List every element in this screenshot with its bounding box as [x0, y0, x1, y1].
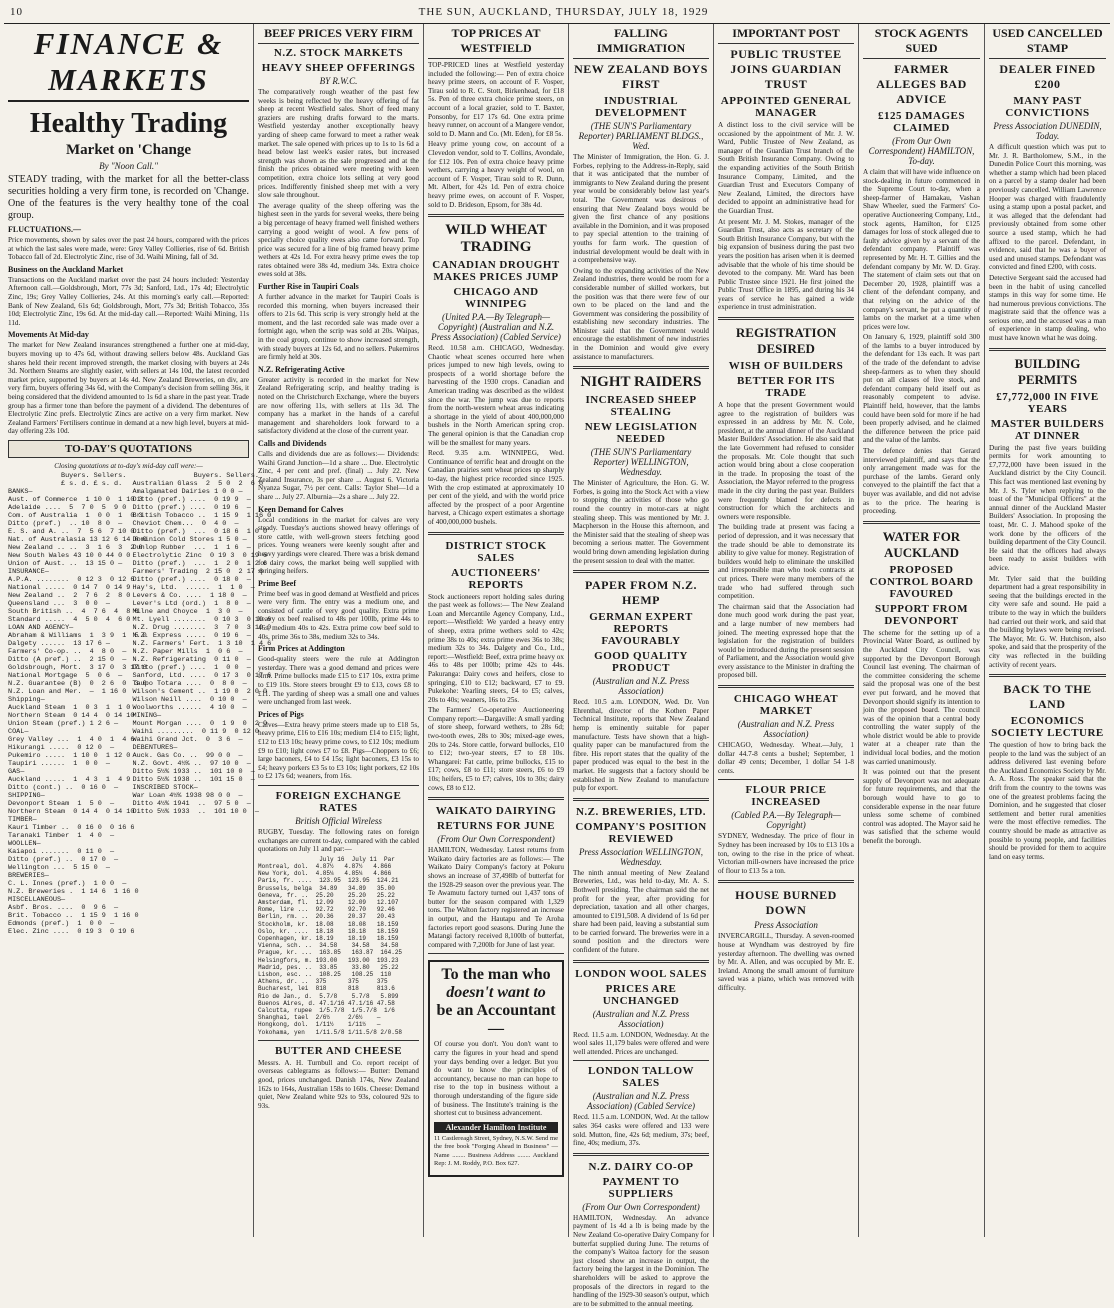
beef-prices-headline: BEEF PRICES VERY FIRM [258, 24, 419, 44]
stock-agents-text: A claim that will have wide influence on stock-dealing in future commenced in the Supreme Court to-day, when a sheep-farmer of Hamakau, Vashan Shaw Wheeler, sued the Farmers' Co-operative Auctioneering Company, Ltd., stock agents, Hamilton, for £125 damages for loss of stock alleged due to faulty advice given by a servant of the defendant company. Plaintiff was represented by Mr. H. T. Gillies and the defendant company by Mr. W. D. Gray. The statement of claim sets out that on December 20, 1928, plaintiff was a client of the defendant company, and that relying on the advice of the company's servant, he put a quantity of lambs on the market at a time when prices were low. [863, 168, 980, 331]
masthead [4, 4, 1110, 24]
calves-subhead: Keen Demand for Calves [258, 504, 344, 514]
public-trustee-subhead: PUBLIC TRUSTEE JOINS GUARDIAN TRUST [730, 47, 842, 91]
page-number: 10 [10, 6, 23, 18]
westfield-column [424, 24, 569, 1237]
hemp-byline: (Australian and N.Z. Press Association) [592, 676, 690, 697]
heavy-sheep-subhead: HEAVY SHEEP OFFERINGS [261, 62, 416, 74]
waikato-text: HAMILTON, Wednesday. Latest returns from Waikato dairy factories are as follows:— The Waikato Dairy Company's factory at Pokuru shows an increase of 37,498lb of butterfat for the 1928-29 season over the previous year. The Te Awamutu factory turned out 1,437 tons of butter for the season compared with 1,329 tons. The Walton factory registered an increase in output, and the Hautapu and Te Aroha factories report good seasons. During June the Matangi factory received 8,100lb of butterfat, compared with 7,200lb for June of last year. [428, 846, 564, 949]
refrigerating-text: Greater activity is recorded in the market for New Zealand Refrigerating scrip, and healthy trading is noted on the Christchurch Exchange, where the buyers are now offering 11s, with sellers at 11s 3d. The company has a market in the hands of a careful management and shareholders look forward to a satisfactory dividend at the close of the current year. [258, 375, 419, 436]
addington-text: Good-quality steers were the rule at Addington yesterday. There was a good demand and prices were firm. Prime bullocks made £15 to £17 10s, extra prime to £19 10s. Store steers brought £9 to £13, cows £8 to £11. The yarding of sheep was a small one and values were unchanged from last week. [258, 655, 419, 707]
flour-headline: FLOUR PRICE INCREASED [745, 784, 827, 809]
district-stock-headline: DISTRICT STOCK SALES [445, 539, 547, 564]
district-stock-text: Stock auctioneers report holding sales during the past week as follows:— The New Zealand Loan and Mercantile Agency Company, Ltd., report:—Westfield: We yarded a heavy entry of sheep, extra prime wethers sold to 42s; prime 38s to 40s; extra prime ewes 36s to 38s; medium 32s to 34s. Dalgety and Co., Ltd., report:—Westfield: Beef, extra prime heavy ox 46s to 48s per 100lb; prime 42s to 44s. Pakuranga: Dairy cows and heifers, close to springing, £10 to £12; backward, £7 to £9. Pukekohe: Yearling steers, £4 to £5; calves, 20s to 40s; weaners, 16s to 25s. [428, 592, 564, 704]
addington-subhead: Firm Prices at Addington [258, 644, 345, 654]
industrial-subhead: INDUSTRIAL DEVELOPMENT [595, 95, 687, 119]
immigration-column [569, 24, 714, 1308]
good-quality-subhead: GOOD QUALITY PRODUCT [594, 650, 688, 675]
quotations-table-right: Buyers. Sellers. Australian Glass 2 5 0 2 6 0 Amalgamated Dairies 1 0 0 — Ditto (pref.) .... 0 19 9 — Ditto (pref.) .... 0 19 6 — British Tobacco .. 1 15 9 1 16 0 Cheviot Chem... 0 4 0 — Ditto (pref.) ... 0 18 6 1 0 0 Dominion Cold Stores 1 5 0 — Dunlop Rubber ... 1 1 6 — Electrolytic Zinc 0 19 3 0 19 6 Ditto (pref.) ... 1 2 0 1 2 6 Farmers' Trading 2 15 0 2 17 6 Ditto (pref.) .... 0 18 0 — Hay's, Ltd. ...... 1 1 0 — Levers & Co. .... 1 18 0 — Lever's Ltd (ord.) 1 8 0 — Milne and Choyce 1 3 0 — Mt. Lyell ........ 0 10 3 0 10 6 N.Z. Drug ........ 3 7 0 3 10 0 N.Z. Express ..... 0 19 6 — N.Z. Farmers' Fert. 1 3 10 1 4 6 N.Z. Paper Mills 1 0 6 — N.Z. Refrigerating 0 11 0 — Ditto (pref.) .... 1 0 0 — Sanford, Ltd. .... 0 17 3 0 17 6 Taupo Totara .... 0 8 0 — Wilson's Cement .. 1 19 0 2 0 0 Wilson Neill .... 0 10 0 — Woolworths ...... 4 10 0 — MINING— Mount Morgan .... 0 1 9 0 2 0 Waihi ......... 0 11 9 0 12 0 Waihi Grand Jct. 0 3 6 — DEBENTURES— Auck. Gas Co. .. 99 0 0 — N.Z. Govt. 4½% .. 97 10 0 — Ditto 5½% 1933 .. 101 10 0 — Ditto 5½% 1938 .. 101 15 0 — INSCRIBED STOCK— War Loan 4½% 1938 98 0 0 — Ditto 4½% 1941 .. 97 5 0 — Ditto 5½% 1933 .. 101 10 0 — [132, 472, 272, 817]
pigs-subhead: Prices of Pigs [258, 709, 304, 719]
chicago-winnipeg-subhead: CHICAGO AND WINNIPEG [453, 286, 539, 311]
breweries-text: The ninth annual meeting of New Zealand Breweries, Ltd., was held to-day, Mr. A. S. Bothwell presiding. The chairman said the net profit for the year, after providing for depreciation, taxation and all other charges, amounted to £191,508. A dividend of 1s 6d per share had been paid, leaving a substantial sum to be carried forward. The breweries were in a sound position and the directors were confident of the future. [573, 868, 709, 955]
building-permits-headline: BUILDING PERMITS [1014, 355, 1081, 387]
business-text: Transactions on the Auckland market over the past 24 hours included: Yesterday Afternoon call.—Goldsbrough, Mort, 77s 3d; Sanford, Ltd., 17s 4d; Electrolytic Zinc, 19s; Grey Valley Collieries, 24s. At this morning's early call.—Reported: Bank of New Zealand, 61s 6d; Goldsbrough, Mort, 77s 3d; British Tobacco, 35s 10d; Electrolytic Zinc, 19s 6d. At the mid-day call.—Reported: Waihi Mining, 11s 11d. [8, 275, 249, 327]
quotations-table-left: Buyers. Sellers. £ s. d. £ s. d. BANKS— Aust. of Commerce 1 10 0 1 10 3 Adelaide .... 5 7 0 5 9 0 Com. of Australia 1 0 0 1 0 3 Ditto (pref.) .. 10 8 0 — E. S. and A. .. 7 5 6 7 10 0 Nat. of Australasia 13 12 6 14 0 0 New Zealand .. .. 3 1 6 3 2 0 New South Wales 43 10 0 44 0 0 Union of Aust. .. 13 15 0 — INSURANCE— A.P.A. ........ 0 12 3 0 12 6 National ..... 0 14 7 0 14 9 New Zealand .. 2 7 6 2 8 0 Queensland ... 3 0 0 — South British .. 4 7 6 4 8 6 Standard ..... 4 5 0 4 6 0 LOAN AND AGENCY— Abraham & Williams 1 3 9 1 5 0 Dalgety ...... 13 17 6 — Farmers' Co-op. .. 4 8 0 — Ditto (A pref.) .. 2 15 0 — Goldsbrough, Mort. 3 17 0 3 17 6 National Mortgage 5 0 6 — N.Z. Guarantee (B) 0 2 6 0 3 0 N.Z. Loan and Mer. — 1 16 0 Shipping— Auckland Steam 1 0 3 1 1 0 Northern Steam 0 14 4 0 14 10 Union Steam (pref.) 1 2 6 — COAL— Grey Valley ... 1 4 0 1 4 6 Hikurangi ..... 0 12 0 — Pukemiro ..... 1 10 0 1 12 0 Taupiri ...... 1 0 0 — GAS— Auckland ..... 1 4 3 1 4 9 Ditto (cont.) .. 0 16 0 — SHIPPING— Devonport Steam 1 5 0 — Northern Steam 0 14 4 0 14 10 TIMBER— Kauri Timber .. 0 16 0 0 16 6 Taranaki Timber 1 4 0 — WOOLLEN— Kaiapoi ....... 0 11 0 — Ditto (pref.) .. 0 17 0 — Wellington ... 5 15 0 — BREWERIES— C. L. Innes (pref.) 1 0 0 — N.Z. Breweries . 1 14 6 1 16 0 MISCELLANEOUS— Asbf. Bros. .... 0 9 6 — Brit. Tobacco .. 1 15 9 1 16 0 Edmonds (pref.) 1 0 0 — Elec. Zinc .... 0 19 3 0 19 6 [8, 472, 147, 937]
hemp-headline: PAPER FROM N.Z. HEMP [585, 578, 697, 608]
house-burned-byline: Press Association [754, 920, 818, 931]
breweries-headline: N.Z. BREWERIES, LTD. [575, 805, 707, 818]
stock-agents-byline: (From Our Own Correspondent) HAMILTON, To-day. [868, 136, 975, 166]
subhead-market: Market on 'Change [66, 142, 191, 158]
house-burned-headline: HOUSE BURNED DOWN [735, 888, 837, 918]
stamp-byline: Press Association DUNEDIN, Today. [993, 121, 1102, 141]
london-wool-subhead: PRICES ARE UNCHANGED [602, 982, 680, 1007]
top-prices-text-2: Heavy prime young cow, on account of a Clevedon vendor, sold to T. Collins, Avondale, for £12 10s. Pen of extra choice heavy prime wethers, carrying a heavy weight of wool, on account of F. Vosper, Tirau sold to R. Dunn, Mt. Albert, for 42s 1d. Pen of extra choice heavy prime ewes, on account of F. Vosper, sold to D. Brideson, Epsom, for 38s 4d. [428, 140, 564, 209]
water-text-2: It was pointed out that the present supply of Devonport was not adequate for future requirements, and that the borough would have to go to considerable expense in the near future unless some scheme of combined control was adopted. The Mayor said he was satisfied that the scheme would benefit the borough. [863, 768, 980, 845]
byline: By "Noon Call." [99, 161, 158, 171]
fluctuations-text: Price movements, shown by sales over the past 24 hours, compared with the prices at which the last sales were made, were: Grey Valley Collieries, rise of 6d. British Tobacco fall of 2d. Electrolytic Zinc, rise of 3d. Waihi Mining, fall of 3d. [8, 236, 249, 262]
legislation-subhead: NEW LEGISLATION NEEDED [584, 421, 698, 446]
immigration-text: The Minister of Immigration, the Hon. G. J. Forbes, replying to the Address-in-Reply, said that it was anticipated that the number of immigrants to New Zealand during the present year would be considerably below last year's total. The Government was desirous of ensuring that New Zealand boys would be given the first chance of any positions available in the Dominion, and it was proposed to pay special attention to the training of youths for farm work. The question of industrial development would be dealt with in a comprehensive way. [573, 153, 709, 265]
taupiri-text: A further advance in the market for Taupiri Coals is recorded this morning, when buyers increased their offers to 21s 6d. This scrip is very strongly held at the moment, and the last recorded sale was made over a fortnight ago, when the scrip was sold at 20s. Waipas, in the coal group, continue to show increased strength, with steady buyers at 12s 6d, and no sellers. Pukemiros are firmly held at 30s. [258, 293, 419, 362]
waikato-byline: (From Our Own Correspondent) [437, 834, 555, 845]
london-wool-byline: (Australian and N.Z. Press Association) [592, 1008, 690, 1029]
stamp-text-2: Detective Sergeant said the accused had been in the habit of using cancelled stamps in this way for some time. He had numerous previous convictions. The magistrate said that the offence was a serious one, and the accused was a man of experience in stamp dealing, who must have known what he was doing. [989, 273, 1106, 343]
devonport-subhead: SUPPORT FROM DEVONPORT [874, 602, 969, 627]
wild-wheat-text-2: Recd. 9.35 a.m. WINNIPEG, Wed. Continuance of terrific heat and drought on the Canadian prairies sent wheat prices up sharply to-day, the highest price recorded since 1925. With the crop estimated at approximately 10 per cent of the yield, and with the world price affected by the prospect of a poor Argentine harvest, a Chicago expert estimates a shortage of 400,000,000 bushels. [428, 449, 564, 526]
water-headline: WATER FOR AUCKLAND [882, 528, 961, 560]
lead-paragraph: STEADY trading, with the market for all the better-class securities holding a very firm tone, is recorded on 'Change. One of the features is the very healthy tone of the coal group. [8, 174, 249, 221]
damages-subhead: £125 DAMAGES CLAIMED [878, 110, 965, 134]
dairy-coop-text: HAMILTON, Wednesday. An advance payment of 1s 4d a lb is being made by the New Zealand Co-operative Dairy Company for butterfat supplied during June. The returns of the company's Waitoa factory for the season just closed show an increase in output, the factory being the largest in the Dominion. The shareholders will be asked to approve the proposals of the directors in regard to the handling of the 1929-30 season's output, which are to be submitted to the annual meeting. [573, 1213, 709, 1308]
wild-wheat-text: Recd. 10.58 a.m. CHICAGO, Wednesday. Chaotic wheat scenes occurred here when prices jumped to new high levels, owing to prospects of a world shortage before the harvesting of the 1930 crops. Canadian and American trading was described as the wildest since the war. The jump was due to reports from the north-western wheat areas indicating a shortage in the yield of about 400,000,000 bushels in the North American spring crop. The general opinion is that the Canadian crop will be the smallest for many years. [428, 344, 564, 447]
important-post-text-2: At present Mr. J. M. Stokes, manager of the Guardian Trust, also acts as secretary of the South British Insurance Company, but with the big expansion of business during the past two years the position has arisen when it is deemed advisable that the whole of his time should be devoted to the company. Mr. Ward has been Public Trustee since 1921. He first joined the Public Trust Office in 1895, and during his 34 years of service he has gained a wide experience in trust administration. [718, 217, 854, 312]
headline-healthy-trading: Healthy Trading [29, 108, 228, 139]
business-label: Business on the Auckland Market [8, 264, 124, 274]
stock-byline: BY R.W.C. [319, 76, 358, 86]
immigration-text-2: Owing to the expanding activities of the New Zealand industries, there would be room for a considerable number of skilled workers, but the position was that there were few of our own to be placed on the land and the Government was considering the possibility of establishing new secondary industries. The Minister said that the Government would encourage the establishment of new industries in the Dominion and would give every assistance to manufacturers. [573, 266, 709, 361]
refrigerating-subhead: N.Z. Refrigerating Active [258, 364, 345, 374]
immigration-byline: (THE SUN'S Parliamentary Reporter) PARLIAMENT BLDGS., Wed. [578, 121, 704, 151]
hemp-text: Recd. 10.5 a.m. LONDON, Wed. Dr. Von Ehrenthal, director of the Kothen Paper Technical Institute, reports that New Zealand hemp is eminently suitable for paper manufacture. Tests have shown that a high-quality paper can be manufactured from the fibre. His report states that the quality of the paper produced was equal to the best in the market. He suggests that a factory should be established in New Zealand to manufacture pulp for export. [573, 698, 709, 793]
registration-text: A hope that the present Government would agree to the registration of builders was expressed in an address by Mr. N. Cole, president, at the annual dinner of the Auckland Master Builders' Association. He also said that the late Government had refused to consider the proposals. Mr. Cole thought that such action would bring about a close cooperation in the trade. In proposing the toast of the Association, the Mayor referred to the progress made in the city during the past year. Builders were frequently blamed for defects in construction for which the architects and owners were responsible. [718, 401, 854, 521]
prime-beef-subhead: Prime Beef [258, 578, 296, 588]
stock-agents-text-3: The defence denies that Gerard interviewed plaintiff, and says that the only arrangement made was for the purchase of the lambs. Gerard only conveyed to the plaintiff the fact that a buyer was available, and did not advise as to the price. The hearing is proceeding. [863, 447, 980, 516]
stock-text-1: The comparatively rough weather of the past few weeks is being reflected by the heavy offering of fat sheep at recent Westfield sales. Short of feed many graziers are rushing drafts forward to the marts. Westfield yesterday another exceptionally heavy yarding of sheep came forward to meet a rather weak market. The sale opened with prices up to 1s to 1s 6d a head below last week's easier rates, but increased strength was shown as the sale progressed and at the finish the prices obtained were meeting with keen competition, extra choice lots selling at very good prices. Indifferently finished sheep met with a very slow sale throughout. [258, 88, 419, 200]
stamp-text: A difficult question which was put to Mr. J. R. Bartholomew, S.M., in the Dunedin Police Court this morning, was whether a stamp which had been placed on a parcel by a stamp dealer had been previously cancelled. William Lawrence Hooper was charged with fraudulently using a stamp upon a postal packet, and it was alleged that the defendant had previously obtained from some other source a used stamp, which he had affixed to the parcel. Defendant, in evidence, said that he was a buyer of used and unused stamps. Defendant was convicted and fined £200, with costs. [989, 143, 1106, 272]
stock-markets-column [254, 24, 424, 1237]
important-post-headline: IMPORTANT POST [718, 24, 854, 44]
fx-table: July 16 July 11 Par Montreal, dol. 4.87½ 4.87½ 4.866 New York, dol. 4.85¼ 4.85¼ 4.866 Paris, fr. .... 123.95 123.95 124.21 Brussels, belga 34.89 34.89 35.00 Geneva, fr. .. 25.20 25.20 25.22 Amsterdam, fl. 12.09 12.09 12.107 Rome, lire ... 92.72 92.70 92.46 Berlin, rm. .. 20.36 20.37 20.43 Stockholm, kr. 18.08 18.08 18.159 Oslo, kr. .... 18.18 18.18 18.159 Copenhagen, kr. 18.19 18.19 18.159 Vienna, sch. .. 34.58 34.58 34.58 Prague, kr. ... 163.85 163.87 164.25 Helsingfors, m. 193.00 193.00 193.23 Madrid, pes. .. 33.85 33.80 25.22 Lisbon, esc. .. 108.25 108.25 110 Athens, dr. .. 375 375 375 Bucharest, lei 818 818 813.6 Rio de Jan., d. 5.7/8 5.7/8 5.899 Buenos Aires, d. 47.1/16 47.1/16 47.58 Calcutta, rupee 1/5.7/8 1/5.7/8 1/6 Shanghai, tael 2/6½ 2/6½ — Hongkong, dol. 1/11½ 1/11½ — Yokohama, yen 1/11.5/8 1/11.5/8 2/0.58 [258, 855, 403, 1036]
important-post-column [714, 24, 859, 1237]
building-permits-text: During the past five years building permits for work amounting to £7,772,000 have been issued in the Auckland district by the City Council. This fact was mentioned last evening by Mr. J. S. Tyler when replying to the toast of the "Municipal Officers" at the annual dinner of the Auckland Master Builders' Association. In proposing the toast, Mr. C. J. Mahood spoke of the work done by the officers of the building department of the City Council. He said that the officers had always been ready to assist builders with advice. [989, 443, 1106, 572]
nz-boys-subhead: NEW ZEALAND BOYS FIRST [574, 62, 708, 91]
top-prices-headline: TOP PRICES AT WESTFIELD [428, 24, 564, 59]
back-to-land-headline: BACK TO THE LAND [1003, 682, 1092, 712]
wish-of-builders-subhead: WISH OF BUILDERS [728, 360, 844, 373]
chicago-wheat-headline: CHICAGO WHEAT MARKET [733, 693, 839, 718]
accountant-advertisement [428, 960, 564, 1177]
calls-subhead: Calls and Dividends [258, 438, 327, 448]
dairy-coop-headline: N.Z. DAIRY CO-OP [588, 1160, 694, 1173]
fluctuations-label: FLUCTUATIONS.— [8, 225, 81, 234]
house-burned-text: INVERCARGILL, Thursday. A seven-roomed house at Wyndham was destroyed by fire yesterday afternoon. The dwelling was owned by Mr. A. Allen, and was occupied by Mr. E. Ireland. Among the small amount of furniture saved was a piano, which was removed with difficulty. [718, 932, 854, 992]
fx-text: RUGBY, Tuesday. The following rates on foreign exchanges are current to-day, compared with the cabled quotations on July 11 and par:— [258, 827, 419, 854]
waikato-subhead: RETURNS FOR JUNE [436, 820, 555, 833]
waikato-headline: WAIKATO DAIRYING [435, 805, 557, 818]
calls-text: Calls and dividends due are as follows:— Dividends: Waihi Grand Junction—1d a share ... Due. Electrolytic Zinc, 4 per cent and pref. (final) ... July 22. New Zealand Insurance, 3s per share ... August 6. Victoria Nyanza Sugar, 7½ per cent. Calls: Taylor Shel—1d a share ... July 27. Alburnia—2s a share ... July 22. [258, 449, 419, 501]
stock-agents-text-2: On January 6, 1929, plaintiff sold 300 of the lambs to a buyer introduced by the defendant for 13s each. It was part of the trade of the defendant to advise sheep-farmers as to when they should put on all classes of live stock, and defendant company held itself out as reasonably competent to advise. Plaintiff held, however, that the lambs could have been sold for more if he had been properly advised, and he claimed the difference between the price paid and the value of the lambs. [863, 333, 980, 445]
economics-society-subhead: ECONOMICS SOCIETY LECTURE [991, 715, 1104, 740]
stock-agents-headline: STOCK AGENTS SUED [863, 24, 980, 59]
chicago-wheat-byline: (Australian and N.Z. Press Association) [737, 719, 835, 740]
dairy-coop-byline: (From Our Own Correspondent) [582, 1201, 700, 1212]
immigration-headline: FALLING IMMIGRATION [573, 24, 709, 59]
butter-text: Messrs. A. H. Turnbull and Co. report receipt of overseas cablegrams as follows:— Butter: Demand good, prices unchanged. Danish 174s, New Zealand 162s to 164s, Australian 158s to 160s. Cheese: Demand quiet, New Zealand white 92s to 93s, coloured 92s to 93s. [258, 1058, 419, 1110]
control-board-subhead: PROPOSED CONTROL BOARD FAVOURED [869, 563, 974, 600]
five-years-subhead: £7,772,000 IN FIVE YEARS [996, 390, 1099, 415]
wild-wheat-headline: WILD WHEAT TRADING [445, 222, 547, 256]
butter-headline: BUTTER AND CHEESE [274, 1044, 403, 1057]
back-to-land-text: The question of how to bring back the people to the land was the subject of an address delivered last evening before the Auckland Economics Society by Mr. A. A. Ross. The speaker said that the drift from the country to the towns was one of the greatest problems facing the Dominion, and he suggested that closer settlement and better rural amenities were the most effective remedies. The country should be made as attractive as possible to young people, and facilities should be provided for them to acquire land on easy terms. [989, 741, 1106, 861]
stock-text-2: The average quality of the sheep offering was the highest seen in the yards for several weeks, there being a big percentage of heavy framed well finished wethers carrying a good weight of wool. A few pens of specially choice quality ewes also came forward. Top price was secured for a line of big framed heavy prime wethers at 42s 1d. For extra heavy prime ewes the top rates obtained were 38s 4d, medium 34s. Extra choice ewes sold at 38s. [258, 201, 419, 279]
breweries-byline: Press Association WELLINGTON, Wednesday. [578, 846, 704, 867]
wild-wheat-byline: (United P.A.—By Telegraph—Copyright) (Australian and N.Z. Press Association) (Cabled Service) [431, 312, 561, 343]
newspaper-page [4, 4, 1110, 1308]
london-wool-headline: LONDON WOOL SALES [575, 967, 707, 980]
midday-label: Movements At Mid-day [8, 330, 89, 340]
midday-text: The market for New Zealand insurances strengthened a further one at mid-day, buyers moving up to 47s 6d, without drawing sellers below 48s. Auckland Gas shares held their recent improved strength, the market closing with buyers at 24s 3d. Northern Steams are slightly easier, with sellers at 14s 10d, the latest recorded market price, supported by buyers at 14s 4d. New Zealand Breweries, on div, are very firm, buyers offering 34s 6d, with the Company's decision from selling 36s, it being considered that the dividend amounted to 1s 6d a share in the past year. Trade group has a firmer tone than before the payment of a dividend. The debentures of Electrolytic Zinc prefs. Electrolytic Zincs are active on a very firm market. New Zealand Farmers' Fertilisers continue in demand at a new high level, buyers at mid-day offering 23s 10d. [8, 341, 249, 436]
night-raiders-text: The Minister of Agriculture, the Hon. G. W. Forbes, is going into the Stock Act with a view to stopping the activities of those who go round the country in motor-cars at night stealing sheep. This was mentioned by Mr. J. Macpherson in the House this afternoon, and the Minister said that the stealing of sheep was becoming a serious matter. The Government would bring down amending legislation during the present session to deal with the matter. [573, 479, 709, 565]
stock-agents-column [859, 24, 985, 1237]
sheep-stealing-subhead: INCREASED SHEEP STEALING [585, 394, 697, 419]
night-raiders-byline: (THE SUN'S Parliamentary Reporter) WELLINGTON, Wednesday. [590, 447, 692, 478]
flour-byline: (Cabled P.A.—By Telegraph—Copyright) [731, 810, 841, 831]
bad-advice-subhead: FARMER ALLEGES BAD ADVICE [876, 62, 967, 106]
quotations-caption: Closing quotations at to-day's mid-day call were:— [54, 461, 203, 470]
better-for-trade-subhead: BETTER FOR ITS TRADE [736, 375, 836, 400]
auctioneers-subhead: AUCTIONEERS' REPORTS [451, 566, 541, 591]
pigs-text: Calves—Extra heavy prime steers made up to £18 5s, heavy prime, £16 to £16 10s; medium £14 to £15; light, £12 to £13 10s; heavy prime cows, to £12 10s; medium £9 to £10; light cows £7 to £8. Pigs—Choppers to £6; large baconers, £4 to £4 15s; light baconers, £3 15s to £4; heavy porkers £3 5s to £3 10s; light porkers, £2 10s to £2 17s 6d; weaners, from 16s. [258, 720, 419, 781]
general-manager-subhead: APPOINTED GENERAL MANAGER [720, 95, 852, 119]
london-tallow-headline: LONDON TALLOW SALES [587, 1065, 695, 1090]
nz-stock-markets-subhead: N.Z. STOCK MARKETS [273, 47, 404, 59]
building-permits-text-2: Mr. Tyler said that the building department had a great responsibility in seeing that the buildings erected in the city were safe and sound. He paid a tribute to the way in which the builders had carried out their work, and said that the building bylaws were being revised. The Mayor, Mr. G. W. Hutchison, also spoke, and said that the prosperity of the city was reflected in the building activity of recent years. [989, 574, 1106, 669]
canadian-drought-subhead: CANADIAN DROUGHT MAKES PRICES JUMP [432, 259, 560, 284]
taupiri-subhead: Further Rise in Taupiri Coals [258, 282, 359, 292]
london-tallow-text: Recd. 11.5 a.m. LONDON, Wed. At the tallow sales 364 casks were offered and 133 were sold. Mutton, fine, 42s 6d; medium, 37s; beef, fine, 40s; medium, 37s. [573, 1113, 709, 1148]
dealer-fined-subhead: DEALER FINED £200 [999, 62, 1096, 91]
district-stock-text-2: The Farmers' Co-operative Auctioneering Company report:—Dargaville: A small yarding of store sheep, forward wethers, to 28s 6d; two-tooth ewes, 28s to 30s; mixed-age ewes, 20s to 24s. Store cattle, forward bullocks, £10 to £12; two-year steers, £7 to £8 10s. Whangarei: Fat cattle, prime bullocks, £15 to £17; cows, £8 to £11; store steers, £6 to £9 10s; heifers, £5 to £7; calves, 10s to 30s; dairy cows, £8 to £12. [428, 706, 564, 792]
fx-byline: British Official Wireless [295, 815, 382, 826]
dairy-coop-subhead: PAYMENT TO SUPPLIERS [602, 1175, 680, 1200]
ad-line-2: doesn't want to [446, 984, 546, 1002]
stamp-headline: USED CANCELLED STAMP [989, 24, 1106, 59]
ad-line-1: To the man who [441, 966, 551, 984]
fx-headline: FOREIGN EXCHANGE RATES [275, 789, 402, 814]
german-expert-subhead: GERMAN EXPERT REPORTS FAVOURABLY [589, 611, 693, 648]
night-raiders-headline: NIGHT RAIDERS [580, 374, 702, 391]
registration-text-2: The building trade at present was facing a period of depression, and it was necessary that the trade should be able to demonstrate its ability to give value for money. Registration of builders would help to eliminate the unskilled and irresponsible man who took contracts at cut prices. There were many members of the trade who had suffered through such competition. [718, 523, 854, 601]
stamp-column [985, 24, 1110, 1237]
london-tallow-byline: (Australian and N.Z. Press Association) (Cabled Service) [587, 1091, 695, 1112]
breweries-subhead: COMPANY'S POSITION REVIEWED [575, 820, 707, 845]
masthead-title: THE SUN, AUCKLAND, THURSDAY, JULY 18, 1929 [418, 6, 709, 18]
important-post-text: A distinct loss to the civil service will be occasioned by the appointment of Mr. J. W. Ward, Public Trustee of New Zealand, as manager of the Guardian Trust branch of the South British Insurance Company. Owing to the expanding activities of the South British Insurance Company, Limited, and the Guardian Trust and Executors Company of New Zealand, Limited, the directors have decided to appoint an administrative head for the Guardian Trust. [718, 121, 854, 215]
flour-text: SYDNEY, Wednesday. The price of flour in Sydney has been increased by 10s to £13 10s a ton, owing to the rise in the price of wheat. Victorian mill-owners have increased the price of flour to £13 5s a ton. [718, 832, 854, 875]
chicago-wheat-text: CHICAGO, Wednesday. Wheat.—July, 1 dollar 44.7-8 cents a bushel; September, 1 dollar 49 cents; December, 1 dollar 54 1-8 cents. [718, 741, 854, 775]
ad-line-3: be an Accountant— [436, 1002, 556, 1038]
ad-address: 11 Castlereagh Street, Sydney, N.S.W. Send me the free book "Forging Ahead in Business" — Name ........ Business Address ........ Auckland Rep: J. M. Roddy, P.O. Box 627. [434, 1134, 558, 1168]
top-prices-text-1: TOP-PRICED lines at Westfield yesterday included the following:— Pen of extra choice heavy prime steers, on account of F. Vosper, Tirau sold to R. C. Stott, Birkenhead, for £18 5s. Pen of three extra choice prime steers, on account of a local grazier, sold to T. Baxter, Ponsonby, for £17 17s 6d. One extra prime heavy runner, on account of a Mangere vendor, sold to D. Mann and Co. (Mt. Eden), for £8 5s. [428, 61, 564, 138]
ad-institute: Alexander Hamilton Institute [434, 1122, 558, 1133]
water-text: The scheme for the setting up of a Provincial Water Board, as outlined by the Auckland City Council, was supported by the Devonport Borough Council last evening. The chairman of the committee considering the scheme said the proposal was one of the best ever put forward, and he moved that Devonport should signify its intention to join the proposed board. The council was of the opinion that a central body controlling the water supply of the whole district would be able to provide water at a cheaper rate than the individual local bodies, and the motion was carried unanimously. [863, 628, 980, 766]
registration-text-3: The chairman said that the Association had done much good work during the past year, and a large number of new members had joined. The meeting expressed hope that the legislation for the registration of builders would be introduced during the present session of Parliament, and the Association would give every assistance to the Minister in drafting the proposed bill. [718, 602, 854, 680]
past-convictions-subhead: MANY PAST CONVICTIONS [1005, 95, 1090, 119]
prime-beef-text: Prime beef was in good demand at Westfield and prices were very firm. The entry was a medium one, and consisted of cattle of very good quality. Extra prime heavy ox beef realised to 48s per 100lb, prime 44s to 46s, medium 40s to 42s. Extra prime cow beef sold to 40s, prime 36s to 38s, medium 32s to 34s. [258, 589, 419, 641]
calves-text: Local conditions in the market for calves are very steady. Tuesday's auctions showed heavy offerings of store cattle, with well-grown steers fetching good prices. Young weaners were keenly sought after and heavy yardings were cleared. There was a brisk demand for dairy cows, the market being well supplied with springing heifers. [258, 515, 419, 576]
ad-text: Of course you don't. You don't want to carry the figures in your head and spend your days bending over a ledger. But you do want to know the principles of accountancy, because no man can hope to rise to the top in business without a thorough understanding of the figure side of business. The Institute's training is the shortest cut to business advancement. [434, 1040, 558, 1118]
registration-headline: REGISTRATION DESIRED [735, 325, 837, 357]
london-wool-text: Recd. 11.5 a.m. LONDON, Wednesday. At the wool sales 11,179 bales were offered and were well attended. Prices are unchanged. [573, 1030, 709, 1056]
master-builders-subhead: MASTER BUILDERS AT DINNER [990, 417, 1105, 442]
section-title: FINANCE & MARKETS [8, 26, 249, 102]
finance-column [4, 24, 272, 1237]
quotations-banner: TO-DAY'S QUOTATIONS [8, 440, 249, 458]
